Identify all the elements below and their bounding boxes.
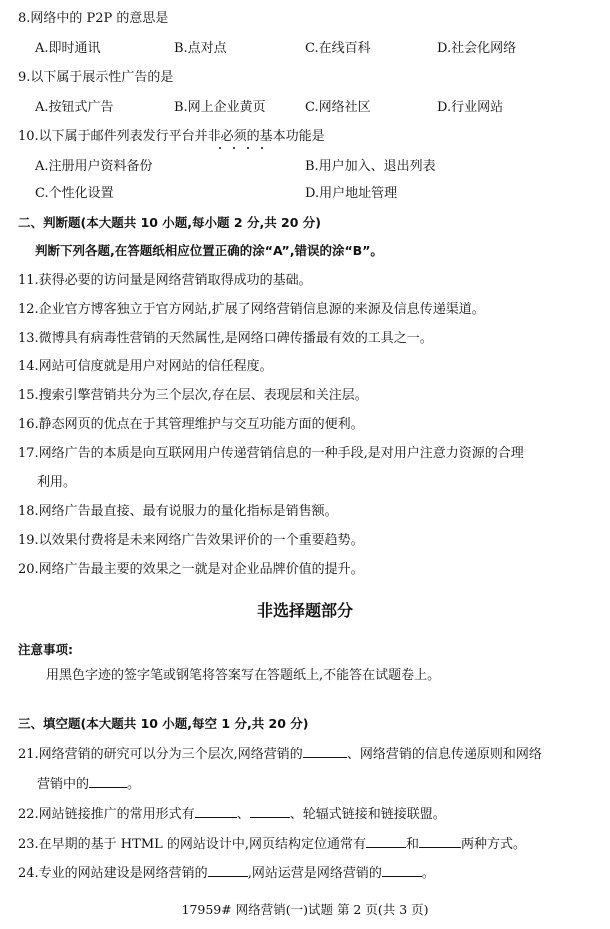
notice-text: 用黑色字迹的签字笔或钢笔将答案写在答题纸上,不能答在试题卷上。	[46, 668, 441, 683]
question-9-stem: 9.以下属于展示性广告的是	[18, 70, 174, 85]
tf-question-20: 20.网络广告最主要的效果之一就是对企业品牌价值的提升。	[18, 562, 364, 577]
part-title: 非选择题部分	[256, 601, 353, 620]
answer-blank	[208, 864, 248, 877]
q10-option-a: A.注册用户资料备份	[35, 159, 153, 174]
q8-option-a: A.即时通讯	[35, 41, 101, 56]
tf-question-15: 15.搜索引擎营销共分为三个层次,存在层、表现层和关注层。	[18, 388, 368, 403]
q10-option-c: C.个性化设置	[35, 186, 114, 201]
answer-blank	[250, 805, 290, 818]
q22-text: 22.网站链接推广的常用形式有	[18, 807, 195, 822]
q8-option-d: D.社会化网络	[437, 41, 517, 56]
notice-heading: 注意事项:	[18, 642, 73, 657]
tf-question-14: 14.网站可信度就是用户对网站的信任程度。	[18, 359, 273, 374]
q8-option-b: B.点对点	[174, 41, 227, 56]
fill-question-21	[18, 745, 542, 763]
emphasis-dot	[247, 147, 249, 149]
q9-option-b: B.网上企业黄页	[174, 100, 266, 115]
q23-text: 23.在早期的基于 HTML 的网站设计中,网页结构定位通常有	[18, 837, 367, 852]
tf-question-17-cont: 利用。	[37, 475, 77, 490]
fill-question-23	[18, 835, 526, 853]
tf-question-17: 17.网络广告的本质是向互联网用户传递营销信息的一种手段,是对用户注意力资源的合理	[18, 446, 524, 461]
answer-blank	[89, 775, 127, 788]
q21-text: 营销中的	[37, 777, 90, 792]
answer-blank	[195, 805, 237, 818]
q9-option-a: A.按钮式广告	[35, 100, 114, 115]
q23-text: 两种方式。	[461, 837, 527, 852]
answer-blank	[382, 864, 422, 877]
emphasis-dot	[233, 147, 235, 149]
answer-blank	[303, 745, 347, 758]
question-8-stem: 8.网络中的 P2P 的意思是	[18, 11, 169, 26]
q9-option-c: C.网络社区	[305, 100, 371, 115]
fill-question-22	[18, 805, 446, 823]
answer-blank	[419, 835, 461, 848]
q24-text: 24.专业的网站建设是网络营销的	[18, 866, 208, 881]
q8-option-c: C.在线百科	[305, 41, 371, 56]
section-3-heading: 三、填空题(本大题共 10 小题,每空 1 分,共 20 分)	[18, 716, 309, 731]
tf-question-11: 11.获得必要的访问量是网络营销取得成功的基础。	[18, 273, 312, 288]
q23-text: 和	[406, 837, 420, 852]
question-10-stem: 10.以下属于邮件列表发行平台并非必须的基本功能是	[18, 129, 325, 144]
section-2-heading: 二、判断题(本大题共 10 小题,每小题 2 分,共 20 分)	[18, 215, 322, 230]
section-2-instruction: 判断下列各题,在答题纸相应位置正确的涂“A”,错误的涂“B”。	[35, 243, 383, 258]
answer-blank	[366, 835, 406, 848]
q9-option-d: D.行业网站	[437, 100, 504, 115]
q21-text: 。	[127, 777, 141, 792]
fill-question-24	[18, 864, 435, 882]
q21-text: 21.网络营销的研究可以分为三个层次,网络营销的	[18, 747, 303, 762]
tf-question-18: 18.网络广告最直接、最有说服力的量化指标是销售额。	[18, 504, 338, 519]
tf-question-19: 19.以效果付费将是未来网络广告效果评价的一个重要趋势。	[18, 533, 364, 548]
q21-text: 、网络营销的信息传递原则和网络	[346, 747, 542, 762]
q22-text: 、	[236, 807, 250, 822]
fill-question-21-cont	[37, 775, 140, 793]
tf-question-16: 16.静态网页的优点在于其管理维护与交互功能方面的便利。	[18, 417, 364, 432]
q10-option-b: B.用户加入、退出列表	[305, 159, 436, 174]
q24-text: ,网站运营是网络营销的	[247, 866, 382, 881]
page-footer: 17959# 网络营销(一)试题 第 2 页(共 3 页)	[181, 902, 429, 917]
emphasis-dot	[219, 147, 221, 149]
tf-question-12: 12.企业官方博客独立于官方网站,扩展了网络营销信息源的来源及信息传递渠道。	[18, 302, 485, 317]
q22-text: 、轮辐式链接和链接联盟。	[289, 807, 446, 822]
q24-text: 。	[421, 866, 435, 881]
emphasis-dot	[261, 147, 263, 149]
q10-option-d: D.用户地址管理	[305, 186, 398, 201]
tf-question-13: 13.微博具有病毒性营销的天然属性,是网络口碑传播最有效的工具之一。	[18, 331, 433, 346]
